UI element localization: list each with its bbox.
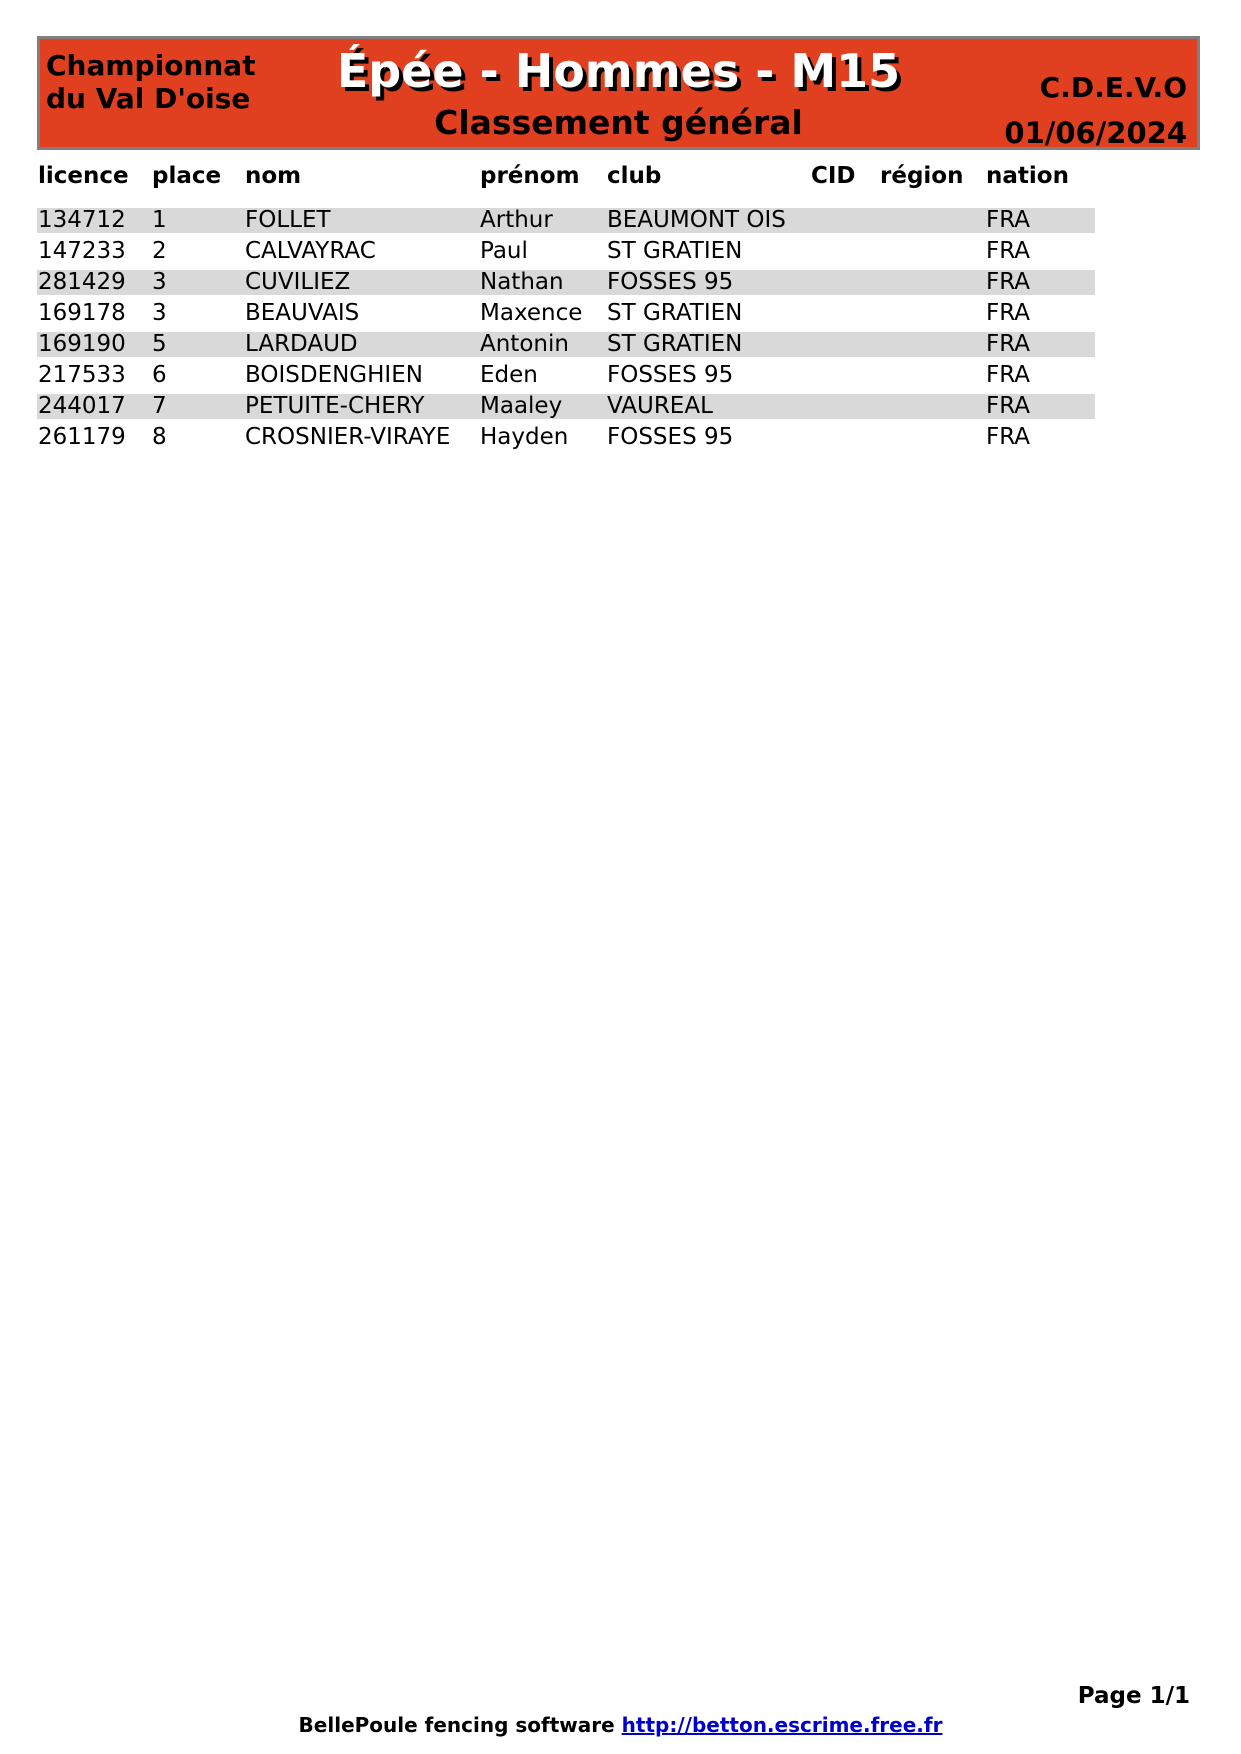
- cell-club: VAUREAL: [607, 393, 713, 419]
- footer: [0, 1713, 1241, 1737]
- software-credit: BellePoule fencing software: [298, 1713, 615, 1737]
- table-row: [37, 270, 1095, 295]
- column-header-prenom: prénom: [480, 163, 580, 189]
- cell-nom: LARDAUD: [245, 331, 358, 357]
- cell-prenom: Paul: [480, 238, 528, 264]
- cell-place: 5: [152, 331, 167, 357]
- cell-place: 7: [152, 393, 167, 419]
- cell-club: FOSSES 95: [607, 362, 734, 388]
- cell-nation: FRA: [986, 300, 1031, 326]
- cell-nation: FRA: [986, 331, 1031, 357]
- cell-prenom: Eden: [480, 362, 538, 388]
- cell-prenom: Maaley: [480, 393, 563, 419]
- cell-nation: FRA: [986, 362, 1031, 388]
- cell-nation: FRA: [986, 207, 1031, 233]
- cell-club: FOSSES 95: [607, 269, 734, 295]
- cell-nom: PETUITE-CHERY: [245, 393, 425, 419]
- cell-licence: 169178: [38, 300, 126, 326]
- championship-line-1: Championnat: [46, 49, 256, 82]
- cell-club: ST GRATIEN: [607, 300, 743, 326]
- cell-club: ST GRATIEN: [607, 238, 743, 264]
- cell-licence: 169190: [38, 331, 126, 357]
- table-row: [37, 363, 1095, 388]
- cell-prenom: Antonin: [480, 331, 569, 357]
- cell-prenom: Arthur: [480, 207, 553, 233]
- cell-licence: 281429: [38, 269, 126, 295]
- cell-place: 3: [152, 300, 167, 326]
- cell-licence: 134712: [38, 207, 126, 233]
- column-header-nation: nation: [986, 163, 1069, 189]
- software-link[interactable]: http://betton.escrime.free.fr: [621, 1713, 943, 1737]
- cell-nom: CALVAYRAC: [245, 238, 376, 264]
- column-header-region: région: [880, 163, 964, 189]
- cell-place: 8: [152, 424, 167, 450]
- page-title: Épée - Hommes - M15: [336, 44, 901, 98]
- cell-nom: BEAUVAIS: [245, 300, 360, 326]
- table-row: [37, 394, 1095, 419]
- cell-licence: 261179: [38, 424, 126, 450]
- page-number: Page 1/1: [1077, 1683, 1190, 1709]
- event-date: 01/06/2024: [1004, 116, 1187, 150]
- cell-nation: FRA: [986, 424, 1031, 450]
- cell-prenom: Nathan: [480, 269, 564, 295]
- cell-nom: CROSNIER-VIRAYE: [245, 424, 451, 450]
- table-row: [37, 239, 1095, 264]
- cell-place: 6: [152, 362, 167, 388]
- table-row: [37, 208, 1095, 233]
- page-subtitle: Classement général: [434, 103, 803, 142]
- championship-line-2: du Val D'oise: [46, 82, 251, 115]
- cell-place: 3: [152, 269, 167, 295]
- cell-place: 1: [152, 207, 167, 233]
- organizer: C.D.E.V.O: [1039, 71, 1187, 104]
- column-header-place: place: [152, 163, 222, 189]
- cell-club: ST GRATIEN: [607, 331, 743, 357]
- column-header-club: club: [607, 163, 662, 189]
- cell-nation: FRA: [986, 393, 1031, 419]
- cell-nom: FOLLET: [245, 207, 331, 233]
- cell-nom: CUVILIEZ: [245, 269, 351, 295]
- cell-licence: 217533: [38, 362, 126, 388]
- cell-place: 2: [152, 238, 167, 264]
- column-header-nom: nom: [245, 163, 302, 189]
- table-row: [37, 301, 1095, 326]
- cell-prenom: Maxence: [480, 300, 583, 326]
- cell-club: BEAUMONT OIS: [607, 207, 786, 233]
- cell-licence: 244017: [38, 393, 126, 419]
- cell-club: FOSSES 95: [607, 424, 734, 450]
- table-row: [37, 332, 1095, 357]
- cell-licence: 147233: [38, 238, 126, 264]
- column-header-cid: CID: [811, 163, 856, 189]
- cell-nation: FRA: [986, 269, 1031, 295]
- cell-nom: BOISDENGHIEN: [245, 362, 423, 388]
- column-header-licence: licence: [38, 163, 129, 189]
- page-header: [37, 36, 1200, 150]
- table-row: [37, 425, 1095, 450]
- cell-prenom: Hayden: [480, 424, 569, 450]
- cell-nation: FRA: [986, 238, 1031, 264]
